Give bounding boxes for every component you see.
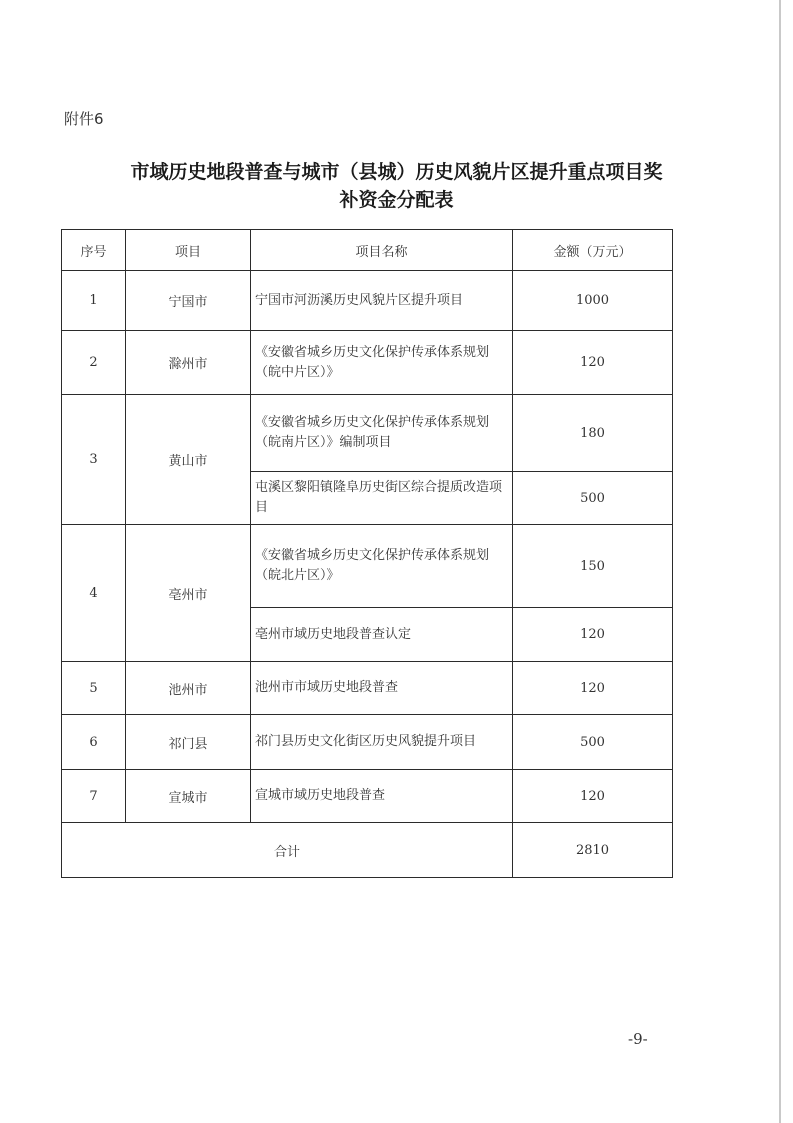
table-row <box>62 271 673 331</box>
header-project: 项目 <box>126 230 251 271</box>
row-no: 7 <box>62 770 126 823</box>
row-no: 5 <box>62 662 126 715</box>
row-amount: 120 <box>513 770 673 823</box>
row-no: 3 <box>62 395 126 525</box>
allocation-table <box>61 229 673 878</box>
row-project-name: 屯溪区黎阳镇隆阜历史街区综合提质改造项目 <box>251 472 513 525</box>
table-row <box>62 770 673 823</box>
scan-edge-line <box>779 0 781 1123</box>
row-amount: 1000 <box>513 271 673 331</box>
row-project-name: 《安徽省城乡历史文化保护传承体系规划（皖北片区）》 <box>251 525 513 608</box>
row-project-name: 宣城市域历史地段普查 <box>251 770 513 823</box>
title-line-1: 市域历史地段普查与城市（县城）历史风貌片区提升重点项目奖 <box>130 161 663 183</box>
row-project-name: 《安徽省城乡历史文化保护传承体系规划（皖南片区）》编制项目 <box>251 395 513 472</box>
row-no: 2 <box>62 331 126 395</box>
table-row <box>62 525 673 608</box>
row-city: 宁国市 <box>126 271 251 331</box>
document-title <box>40 158 753 214</box>
table-row <box>62 715 673 770</box>
header-project-name: 项目名称 <box>251 230 513 271</box>
row-project-name: 亳州市域历史地段普查认定 <box>251 608 513 662</box>
row-project-name: 《安徽省城乡历史文化保护传承体系规划（皖中片区）》 <box>251 331 513 395</box>
row-city: 祁门县 <box>126 715 251 770</box>
table-header-row <box>62 230 673 271</box>
row-project-name: 祁门县历史文化街区历史风貌提升项目 <box>251 715 513 770</box>
row-city: 滁州市 <box>126 331 251 395</box>
row-city: 亳州市 <box>126 525 251 662</box>
row-project-name: 宁国市河沥溪历史风貌片区提升项目 <box>251 271 513 331</box>
table-row <box>62 662 673 715</box>
header-no: 序号 <box>62 230 126 271</box>
row-amount: 180 <box>513 395 673 472</box>
row-project-name: 池州市市域历史地段普查 <box>251 662 513 715</box>
row-amount: 150 <box>513 525 673 608</box>
total-row <box>62 823 673 878</box>
row-amount: 120 <box>513 331 673 395</box>
row-no: 1 <box>62 271 126 331</box>
row-no: 4 <box>62 525 126 662</box>
title-line-2: 补资金分配表 <box>339 189 454 211</box>
page-number: -9- <box>628 1030 648 1048</box>
row-city: 池州市 <box>126 662 251 715</box>
row-city: 黄山市 <box>126 395 251 525</box>
row-amount: 500 <box>513 715 673 770</box>
row-amount: 500 <box>513 472 673 525</box>
row-amount: 120 <box>513 608 673 662</box>
row-amount: 120 <box>513 662 673 715</box>
header-amount: 金额（万元） <box>513 230 673 271</box>
total-label: 合计 <box>62 823 513 878</box>
total-amount: 2810 <box>513 823 673 878</box>
row-city: 宣城市 <box>126 770 251 823</box>
row-no: 6 <box>62 715 126 770</box>
attachment-label: 附件6 <box>64 110 104 128</box>
table-row <box>62 331 673 395</box>
table-row <box>62 395 673 472</box>
